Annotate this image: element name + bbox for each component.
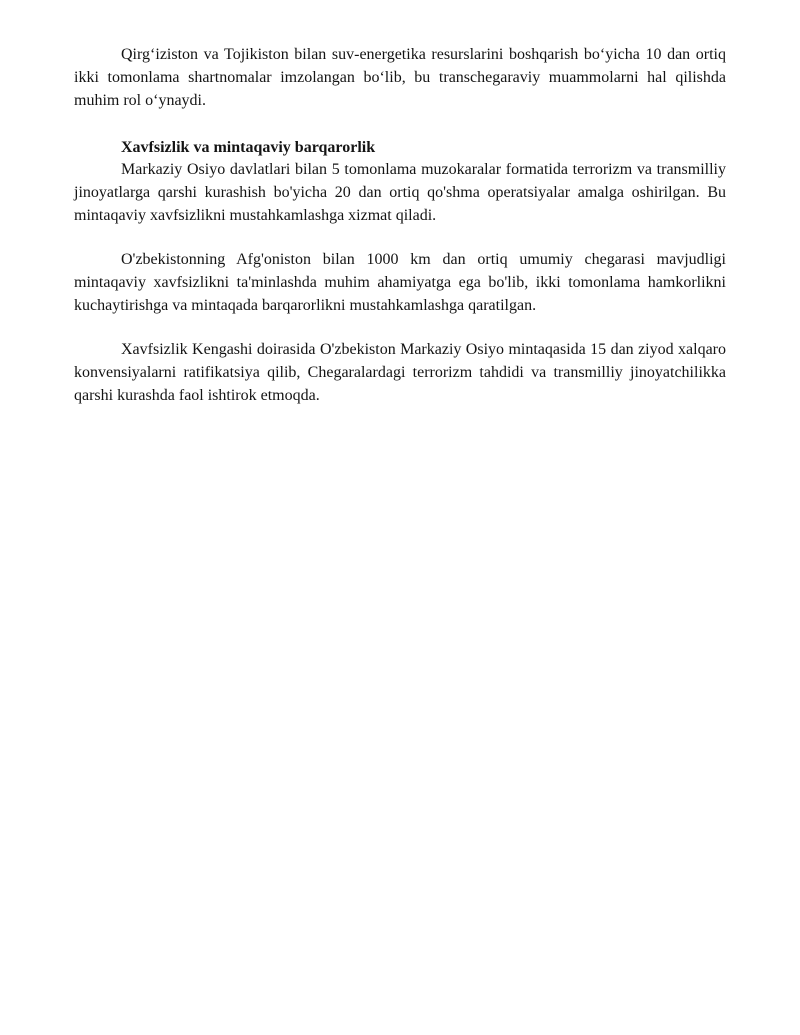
document-body xyxy=(74,43,726,407)
paragraph-water-energy: Qirg‘iziston va Tojikiston bilan suv-energetika resurslarini boshqarish bo‘yicha 10 dan ortiq ikki tomonlama shartnomalar imzolangan bo‘lib, bu transchegaraviy muammolarni hal qilishda muhim rol o‘ynaydi. xyxy=(74,46,726,109)
paragraph-security-council: Xavfsizlik Kengashi doirasida O'zbekiston Markaziy Osiyo mintaqasida 15 dan ziyod xalqaro konvensiyalarni ratifikatsiya qilib, Chegaralardagi terrorizm tahdidi va transmilliy jinoyatchilikka qarshi kurashda faol ishtirok etmoqda. xyxy=(74,341,726,404)
paragraph-afghanistan-border: O'zbekistonning Afg'oniston bilan 1000 km dan ortiq umumiy chegarasi mavjudligi mintaqaviy xavfsizlikni ta'minlashda muhim ahamiyatga ega bo'lib, ikki tomonlama hamkorlikni kuchaytirishga va mintaqada barqarorlikni mustahkamlashga qaratilgan. xyxy=(74,251,726,314)
section-heading-security: Xavfsizlik va mintaqaviy barqarorlik xyxy=(121,139,376,156)
paragraph-joint-operations: Markaziy Osiyo davlatlari bilan 5 tomonlama muzokaralar formatida terrorizm va transmilliy jinoyatlarga qarshi kurashish bo'yicha 20 dan ortiq qo'shma operatsiyalar amalga oshirilgan. Bu mintaqaviy xavfsizlikni mustahkamlashga xizmat qiladi. xyxy=(74,161,726,224)
